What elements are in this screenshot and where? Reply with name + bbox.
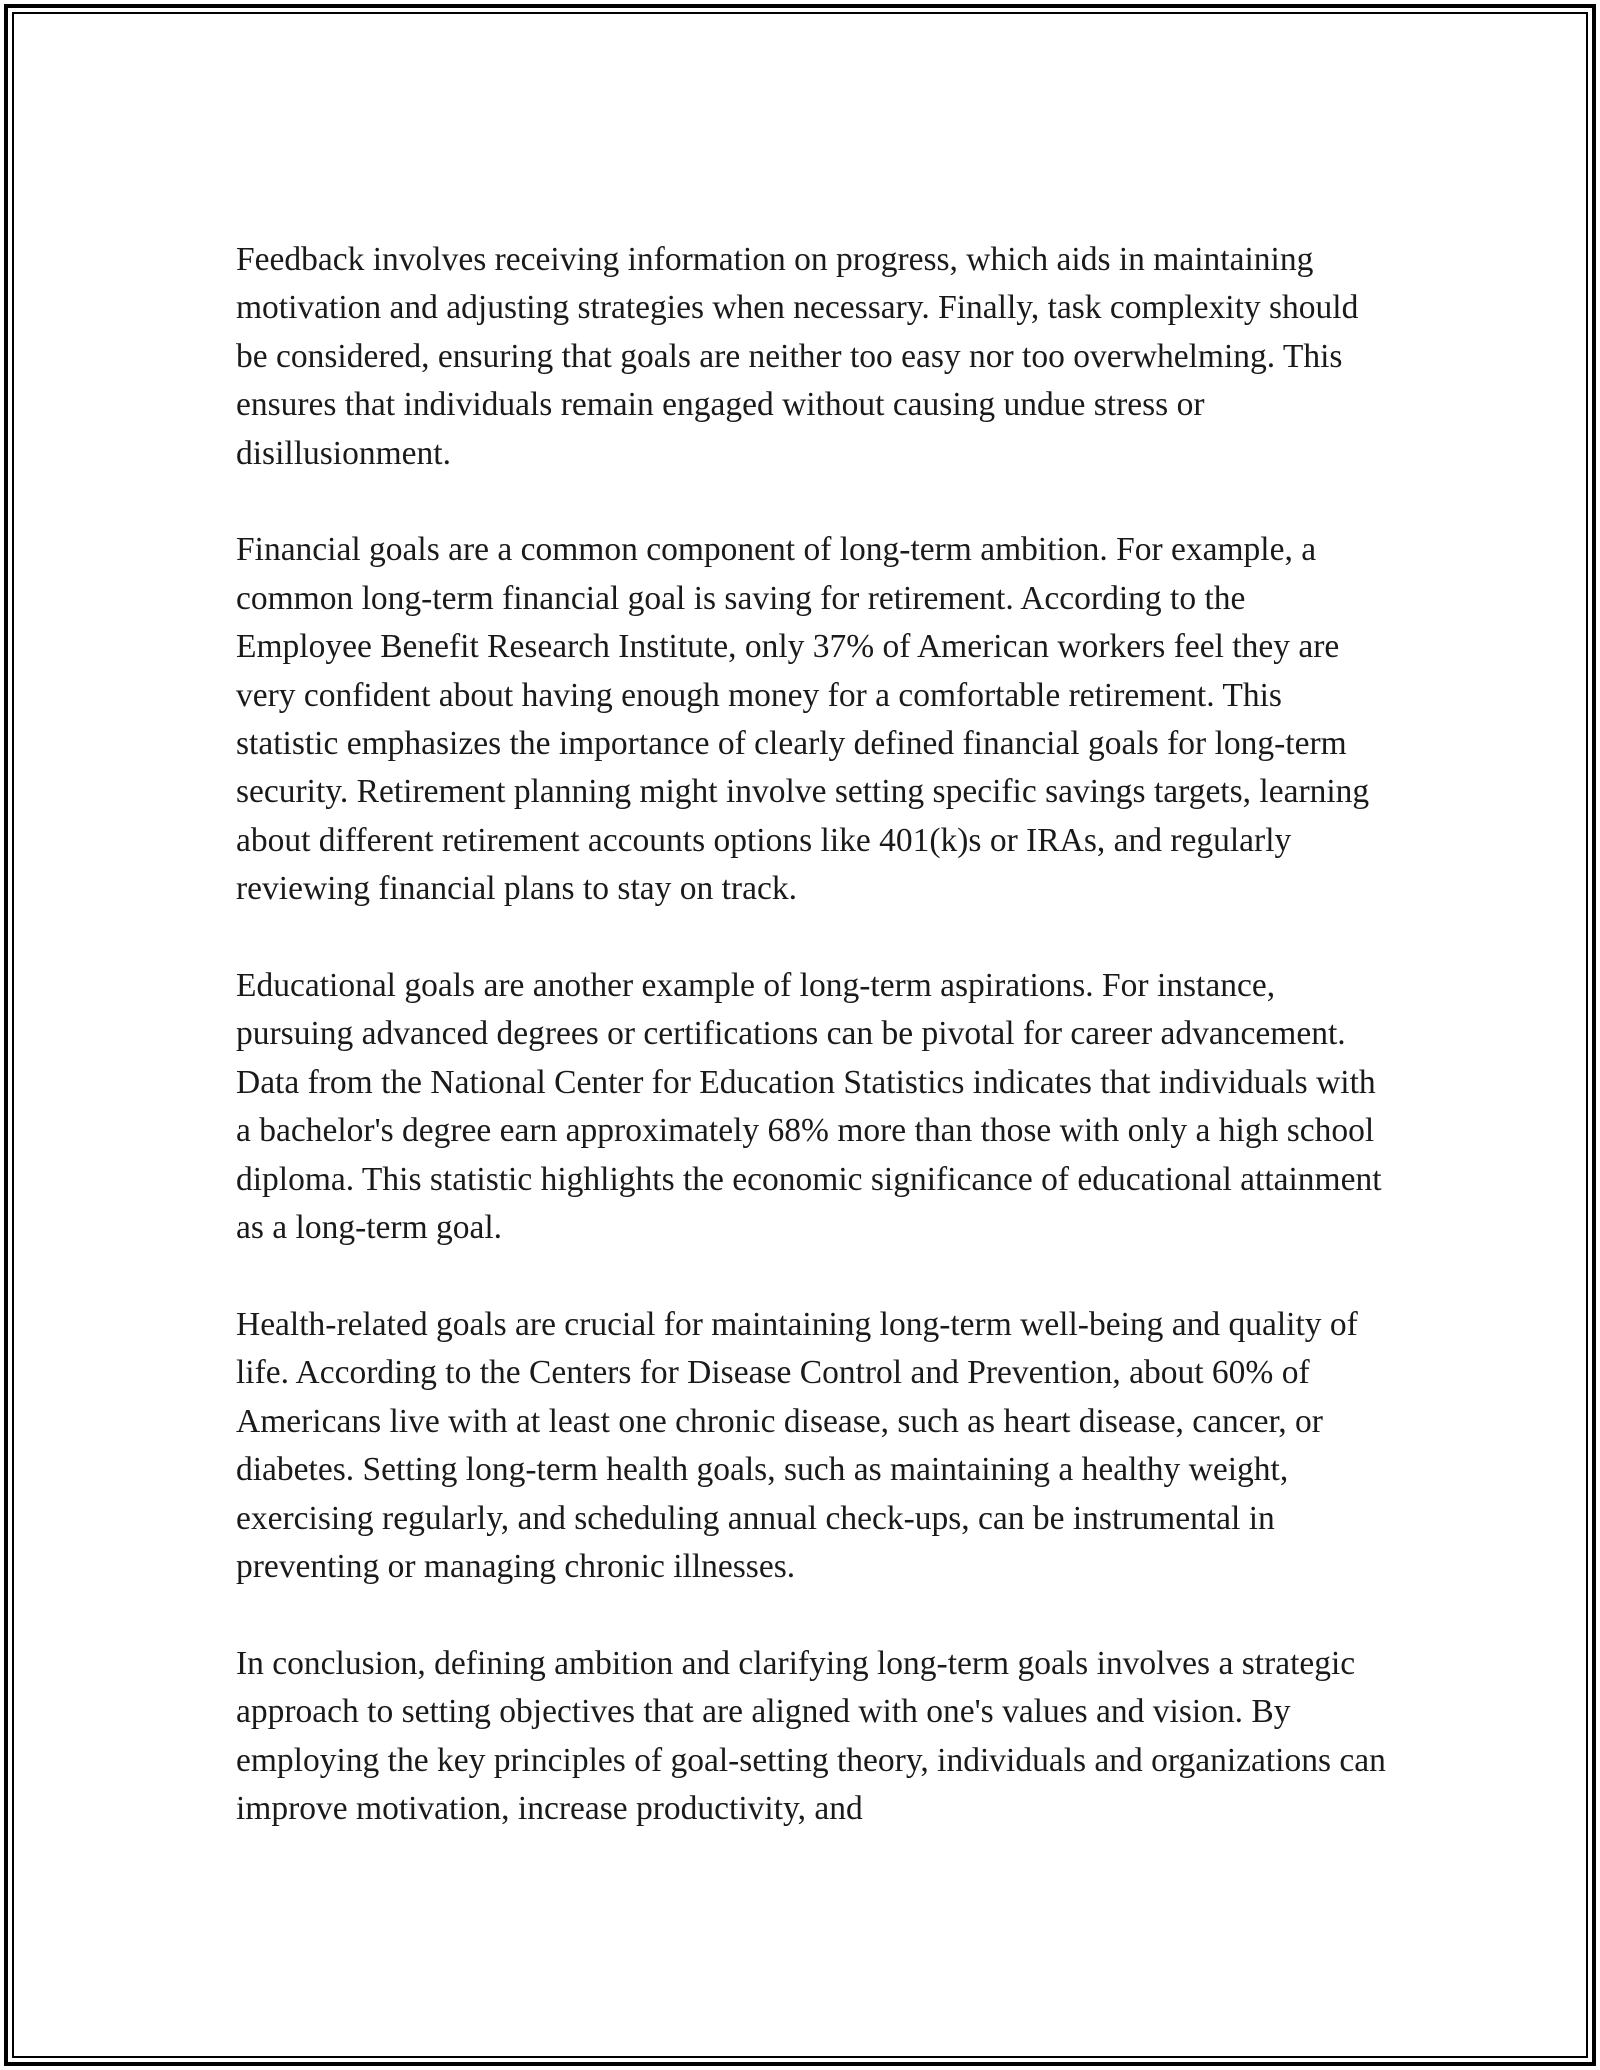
paragraph-financial-goals: Financial goals are a common component of long-term ambition. For example, a common long-term financial goal is saving for retirement. According to the Employee Benefit Research Institute, only 37% of American workers feel they are very confident about having enough money for a comfortable retirement. This statistic emphasizes the importance of clearly defined financial goals for long-term security. Retirement planning might involve setting specific savings targets, learning about different retirement accounts options like 401(k)s or IRAs, and regularly reviewing financial plans to stay on track. <box>236 531 1370 908</box>
paragraph-health-goals: Health-related goals are crucial for maintaining long-term well-being and quality of life. According to the Centers for Disease Control and Prevention, about 60% of Americans live with at least one chronic disease, such as heart disease, cancer, or diabetes. Setting long-term health goals, such as maintaining a healthy weight, exercising regularly, and scheduling annual check-ups, can be instrumental in preventing or managing chronic illnesses. <box>236 1305 1358 1585</box>
document-body <box>236 236 1386 1833</box>
paragraph-feedback: Feedback involves receiving information on progress, which aids in maintaining motivation and adjusting strategies when necessary. Finally, task complexity should be considered, ensuring that goals are neither too easy nor too overwhelming. This ensures that individuals remain engaged without causing undue stress or disillusionment. <box>236 241 1359 472</box>
paragraph-conclusion: In conclusion, defining ambition and clarifying long-term goals involves a strategic approach to setting objectives that are aligned with one's values and vision. By employing the key principles of goal-setting theory, individuals and organizations can improve motivation, increase productivity, and <box>236 1644 1386 1827</box>
paragraph-educational-goals: Educational goals are another example of long-term aspirations. For instance, pursuing advanced degrees or certifications can be pivotal for career advancement. Data from the National Center for Education Statistics indicates that individuals with a bachelor's degree earn approximately 68% more than those with only a high school diploma. This statistic highlights the economic significance of educational attainment as a long-term goal. <box>236 967 1382 1247</box>
